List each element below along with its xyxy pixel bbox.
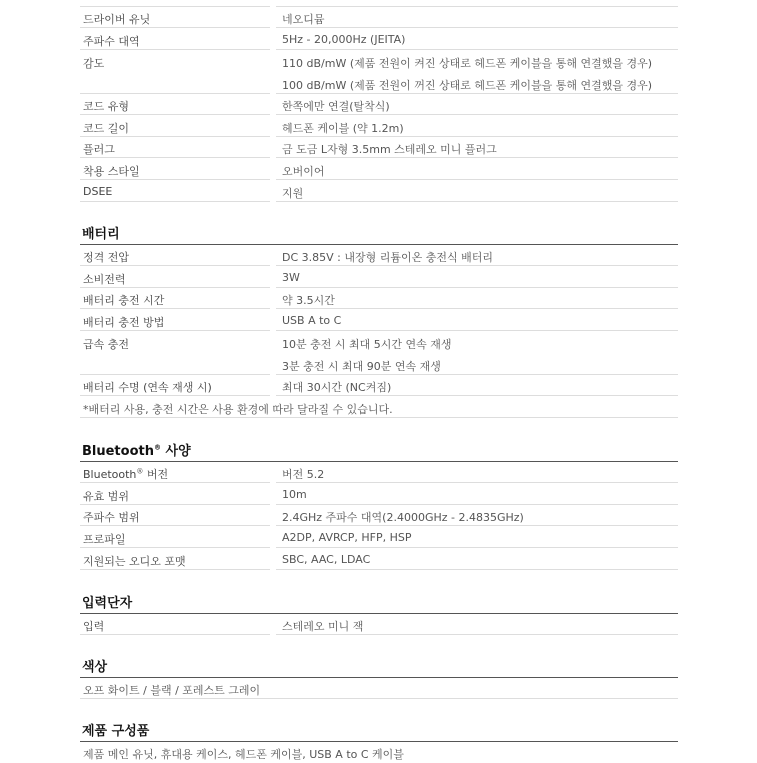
color-value: 오프 화이트 / 블랙 / 포레스트 그레이 xyxy=(80,678,678,699)
section-title-color: 색상 xyxy=(82,660,108,675)
spec-row-wearing-style: 착용 스타일 오버이어 xyxy=(80,159,678,180)
section-title-components: 제품 구성품 xyxy=(82,724,150,739)
spec-row-cord-length: 코드 길이 헤드폰 케이블 (약 1.2m) xyxy=(80,116,678,137)
section-title-battery: 배터리 xyxy=(82,227,120,242)
spec-row-cropped xyxy=(80,0,678,7)
spec-row-input: 입력 스테레오 미니 잭 xyxy=(80,614,678,635)
spec-row-audio-format: 지원되는 오디오 포맷 SBC, AAC, LDAC xyxy=(80,549,678,570)
spec-row-quick-charge: 급속 충전 10분 충전 시 최대 5시간 연속 재생 3분 충전 시 최대 90분 연속 재생 xyxy=(80,332,678,375)
spec-row-freq-range: 주파수 범위 2.4GHz 주파수 대역(2.4000GHz - 2.4835GHz) xyxy=(80,505,678,526)
spec-row-dsee: DSEE 지원 xyxy=(80,181,678,202)
spec-row-range: 유효 범위 10m xyxy=(80,484,678,505)
battery-note: *배터리 사용, 충전 시간은 사용 환경에 따라 달라질 수 있습니다. xyxy=(80,397,678,418)
spec-row-voltage: 정격 전압 DC 3.85V : 내장형 리튬이온 충전식 배터리 xyxy=(80,245,678,266)
spec-row-charge-time: 배터리 충전 시간 약 3.5시간 xyxy=(80,288,678,309)
section-title-input: 입력단자 xyxy=(82,596,133,611)
spec-row-plug: 플러그 금 도금 L자형 3.5mm 스테레오 미니 플러그 xyxy=(80,137,678,158)
spec-row-bt-version: Bluetooth® 버전 버전 5.2 xyxy=(80,462,678,483)
section-title-bluetooth: Bluetooth® 사양 xyxy=(82,443,191,459)
spec-row-cord-type: 코드 유형 한쪽에만 연결(탈착식) xyxy=(80,94,678,115)
spec-row-charge-method: 배터리 충전 방법 USB A to C xyxy=(80,310,678,331)
spec-row-battery-life: 배터리 수명 (연속 재생 시) 최대 30시간 (NC켜짐) xyxy=(80,375,678,396)
spec-row-driver: 드라이버 유닛 네오디뮴 xyxy=(80,7,678,28)
spec-row-power: 소비전력 3W xyxy=(80,267,678,288)
components-value: 제품 메인 유닛, 휴대용 케이스, 헤드폰 케이블, USB A to C 케이블 xyxy=(83,748,404,761)
spec-row-profile: 프로파일 A2DP, AVRCP, HFP, HSP xyxy=(80,527,678,548)
spec-row-frequency: 주파수 대역 5Hz - 20,000Hz (JEITA) xyxy=(80,29,678,50)
spec-row-sensitivity: 감도 110 dB/mW (제품 전원이 켜진 상태로 헤드폰 케이블을 통해 연결했을 경우) 100 dB/mW (제품 전원이 꺼진 상태로 헤드폰 케이블을 통해 연결했을 경우) xyxy=(80,51,678,94)
